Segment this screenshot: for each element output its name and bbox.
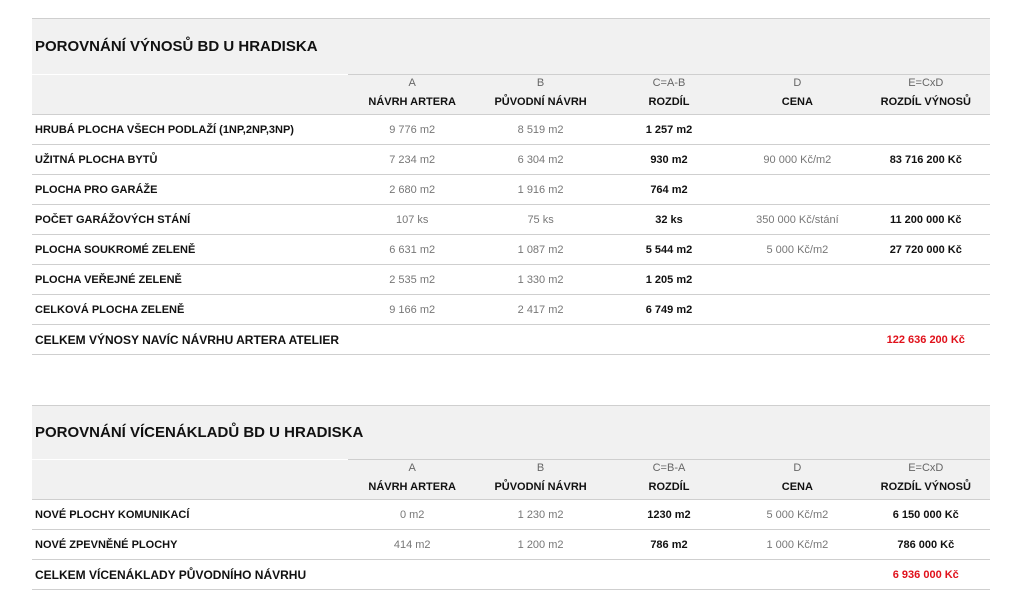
column-header-original: PŮVODNÍ NÁVRH (476, 475, 604, 500)
value-c: 1 205 m2 (605, 265, 733, 295)
value-b: 1 200 m2 (476, 530, 604, 560)
column-header-original: PŮVODNÍ NÁVRH (476, 90, 604, 115)
total-value: 6 936 000 Kč (862, 560, 990, 590)
table-row (32, 175, 990, 205)
table-row (32, 145, 990, 175)
value-e: 83 716 200 Kč (862, 145, 990, 175)
value-e: 27 720 000 Kč (862, 235, 990, 265)
value-a: 9 166 m2 (348, 295, 476, 325)
column-letter-e: E=CxD (862, 460, 990, 476)
table-row (32, 530, 990, 560)
row-label: HRUBÁ PLOCHA VŠECH PODLAŽÍ (1NP,2NP,3NP) (32, 115, 348, 145)
column-letter-b: B (476, 460, 604, 476)
value-c: 5 544 m2 (605, 235, 733, 265)
value-e (862, 265, 990, 295)
value-a: 2 535 m2 (348, 265, 476, 295)
value-d: 350 000 Kč/stání (733, 205, 861, 235)
value-e: 786 000 Kč (862, 530, 990, 560)
row-label: PLOCHA VEŘEJNÉ ZELENĚ (32, 265, 348, 295)
table-row (32, 115, 990, 145)
column-header-artera: NÁVRH ARTERA (348, 90, 476, 115)
column-header-revenue-diff: ROZDÍL VÝNOSŮ (862, 475, 990, 500)
value-a: 7 234 m2 (348, 145, 476, 175)
column-header-revenue-diff: ROZDÍL VÝNOSŮ (862, 90, 990, 115)
table-row (32, 295, 990, 325)
total-row (32, 325, 990, 355)
column-header-price: CENA (733, 90, 861, 115)
row-label: NOVÉ PLOCHY KOMUNIKACÍ (32, 500, 348, 530)
table-row (32, 500, 990, 530)
value-b: 1 230 m2 (476, 500, 604, 530)
column-letter-a: A (348, 75, 476, 91)
revenue-comparison-section (32, 18, 990, 355)
total-label: CELKEM VÝNOSY NAVÍC NÁVRHU ARTERA ATELIER (32, 325, 862, 355)
value-c: 32 ks (605, 205, 733, 235)
value-a: 0 m2 (348, 500, 476, 530)
value-b: 2 417 m2 (476, 295, 604, 325)
column-letter-e: E=CxD (862, 75, 990, 91)
value-e (862, 175, 990, 205)
value-c: 1 257 m2 (605, 115, 733, 145)
empty-cell (32, 460, 348, 476)
value-e: 6 150 000 Kč (862, 500, 990, 530)
value-d: 5 000 Kč/m2 (733, 500, 861, 530)
revenue-table (32, 74, 990, 355)
value-c: 930 m2 (605, 145, 733, 175)
value-d (733, 115, 861, 145)
row-label: CELKOVÁ PLOCHA ZELENĚ (32, 295, 348, 325)
total-value: 122 636 200 Kč (862, 325, 990, 355)
column-headers-row (32, 90, 990, 115)
value-c: 6 749 m2 (605, 295, 733, 325)
value-e (862, 115, 990, 145)
column-header-difference: ROZDÍL (605, 475, 733, 500)
value-a: 414 m2 (348, 530, 476, 560)
empty-cell (32, 75, 348, 91)
column-letter-b: B (476, 75, 604, 91)
value-c: 786 m2 (605, 530, 733, 560)
value-d (733, 265, 861, 295)
column-headers-row (32, 475, 990, 500)
value-a: 6 631 m2 (348, 235, 476, 265)
row-label: UŽITNÁ PLOCHA BYTŮ (32, 145, 348, 175)
value-e (862, 295, 990, 325)
value-b: 8 519 m2 (476, 115, 604, 145)
value-c: 764 m2 (605, 175, 733, 205)
value-b: 1 087 m2 (476, 235, 604, 265)
row-label: PLOCHA PRO GARÁŽE (32, 175, 348, 205)
column-letter-d: D (733, 75, 861, 91)
column-header-artera: NÁVRH ARTERA (348, 475, 476, 500)
column-letter-c: C=B-A (605, 460, 733, 476)
column-letters-row (32, 75, 990, 91)
table-row (32, 205, 990, 235)
column-header-price: CENA (733, 475, 861, 500)
value-b: 1 916 m2 (476, 175, 604, 205)
table-row (32, 235, 990, 265)
value-a: 2 680 m2 (348, 175, 476, 205)
extra-costs-table (32, 459, 990, 590)
total-label: CELKEM VÍCENÁKLADY PŮVODNÍHO NÁVRHU (32, 560, 862, 590)
row-label: POČET GARÁŽOVÝCH STÁNÍ (32, 205, 348, 235)
column-letter-d: D (733, 460, 861, 476)
column-letter-c: C=A-B (605, 75, 733, 91)
value-b: 1 330 m2 (476, 265, 604, 295)
row-label: PLOCHA SOUKROMÉ ZELENĚ (32, 235, 348, 265)
value-d (733, 175, 861, 205)
column-header-difference: ROZDÍL (605, 90, 733, 115)
value-e: 11 200 000 Kč (862, 205, 990, 235)
table-row (32, 265, 990, 295)
value-d (733, 295, 861, 325)
column-letters-row (32, 460, 990, 476)
empty-cell (32, 90, 348, 115)
row-label: NOVÉ ZPEVNĚNÉ PLOCHY (32, 530, 348, 560)
column-letter-a: A (348, 460, 476, 476)
value-d: 1 000 Kč/m2 (733, 530, 861, 560)
value-b: 6 304 m2 (476, 145, 604, 175)
total-row (32, 560, 990, 590)
value-b: 75 ks (476, 205, 604, 235)
value-a: 9 776 m2 (348, 115, 476, 145)
empty-cell (32, 475, 348, 500)
value-d: 5 000 Kč/m2 (733, 235, 861, 265)
extra-costs-comparison-section (32, 405, 990, 590)
value-c: 1230 m2 (605, 500, 733, 530)
revenue-section-title: POROVNÁNÍ VÝNOSŮ BD U HRADISKA (32, 18, 990, 74)
value-a: 107 ks (348, 205, 476, 235)
extra-costs-section-title: POROVNÁNÍ VÍCENÁKLADŮ BD U HRADISKA (32, 405, 990, 459)
value-d: 90 000 Kč/m2 (733, 145, 861, 175)
